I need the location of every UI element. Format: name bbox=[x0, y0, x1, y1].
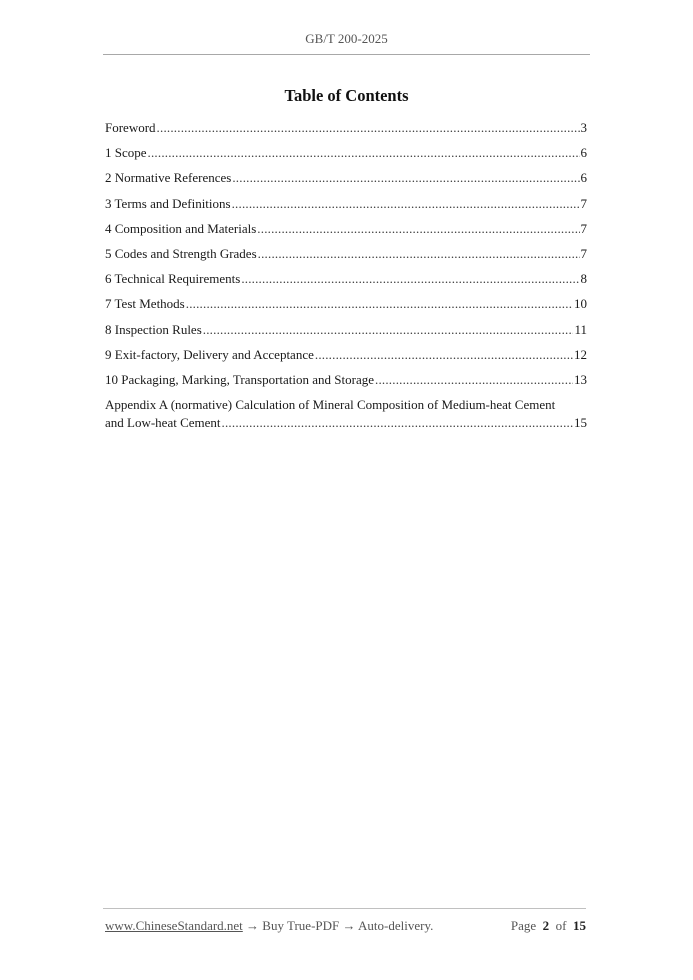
toc-entry-label: 4 Composition and Materials bbox=[105, 220, 257, 236]
page-footer bbox=[105, 918, 586, 934]
toc-entry-technical-requirements[interactable] bbox=[105, 271, 587, 296]
arrow-right-icon: → bbox=[342, 918, 356, 933]
toc-entry-label: 5 Codes and Strength Grades bbox=[105, 245, 257, 261]
toc-entry-terms-definitions[interactable] bbox=[105, 196, 587, 221]
toc-entry-packaging-marking[interactable] bbox=[105, 372, 587, 397]
dot-leader bbox=[241, 271, 579, 287]
toc-entry-exit-factory-delivery[interactable] bbox=[105, 347, 587, 372]
toc-entry-page: 6 bbox=[580, 145, 587, 161]
dot-leader bbox=[203, 322, 574, 338]
dot-leader bbox=[157, 120, 580, 136]
toc-entry-composition-materials[interactable] bbox=[105, 221, 587, 246]
website-link[interactable]: www.ChineseStandard.net bbox=[105, 918, 243, 933]
page-total: 15 bbox=[573, 918, 586, 933]
footer-divider bbox=[103, 908, 586, 909]
dot-leader bbox=[232, 196, 580, 212]
arrow-right-icon: → bbox=[246, 918, 260, 933]
toc-entry-scope[interactable] bbox=[105, 145, 587, 170]
toc-entry-appendix-a[interactable] bbox=[105, 397, 587, 435]
toc-entry-label: 2 Normative References bbox=[105, 170, 232, 186]
toc-entry-label: 10 Packaging, Marking, Transportation and Storage bbox=[105, 371, 374, 387]
toc-entry-page: 7 bbox=[580, 245, 587, 261]
toc-entry-label-line1: Appendix A (normative) Calculation of Mineral Composition of Medium-heat Cement bbox=[105, 397, 556, 413]
toc-entry-foreword[interactable] bbox=[105, 120, 587, 145]
toc-title: Table of Contents bbox=[284, 86, 409, 105]
toc-entry-page: 11 bbox=[574, 321, 587, 337]
page-current: 2 bbox=[542, 918, 550, 933]
header-divider bbox=[103, 54, 590, 55]
dot-leader bbox=[148, 145, 580, 161]
toc-entry-label: 9 Exit-factory, Delivery and Acceptance bbox=[105, 346, 314, 362]
dot-leader bbox=[315, 347, 573, 363]
toc-entry-page: 10 bbox=[574, 296, 587, 312]
dot-leader bbox=[375, 372, 573, 388]
page-of: of bbox=[555, 918, 567, 933]
dot-leader bbox=[258, 246, 580, 262]
document-id-header: GB/T 200-2025 bbox=[305, 31, 388, 46]
dot-leader bbox=[186, 296, 573, 312]
toc-entry-page: 3 bbox=[580, 120, 587, 135]
footer-delivery-text: Auto-delivery. bbox=[358, 918, 434, 933]
toc-entry-label: 7 Test Methods bbox=[105, 296, 185, 312]
toc-entry-page: 7 bbox=[580, 220, 587, 236]
dot-leader bbox=[232, 170, 579, 186]
toc-entry-codes-strength-grades[interactable] bbox=[105, 246, 587, 271]
page-number bbox=[511, 918, 586, 934]
toc-entry-label: 6 Technical Requirements bbox=[105, 271, 241, 287]
toc-entry-test-methods[interactable] bbox=[105, 296, 587, 321]
toc-entry-label: Foreword bbox=[105, 120, 156, 135]
toc-entry-inspection-rules[interactable] bbox=[105, 322, 587, 347]
footer-buy-text: Buy True-PDF bbox=[262, 918, 340, 933]
toc-entry-page: 7 bbox=[580, 195, 587, 211]
toc-entry-page: 13 bbox=[574, 371, 587, 387]
toc-entry-page: 6 bbox=[580, 170, 587, 186]
dot-leader bbox=[257, 221, 579, 237]
page-label: Page bbox=[510, 918, 537, 933]
toc-entry-label-line2: and Low-heat Cement bbox=[105, 415, 221, 431]
toc-entry-label: 8 Inspection Rules bbox=[105, 321, 202, 337]
toc-entry-label: 3 Terms and Definitions bbox=[105, 195, 231, 211]
toc-entry-label: 1 Scope bbox=[105, 145, 147, 161]
toc-entry-page: 8 bbox=[580, 271, 587, 287]
table-of-contents bbox=[105, 120, 587, 435]
dot-leader bbox=[222, 415, 573, 431]
toc-entry-page: 12 bbox=[574, 346, 587, 362]
footer-promo bbox=[105, 918, 433, 934]
toc-entry-normative-references[interactable] bbox=[105, 170, 587, 195]
toc-entry-page: 15 bbox=[574, 415, 587, 431]
